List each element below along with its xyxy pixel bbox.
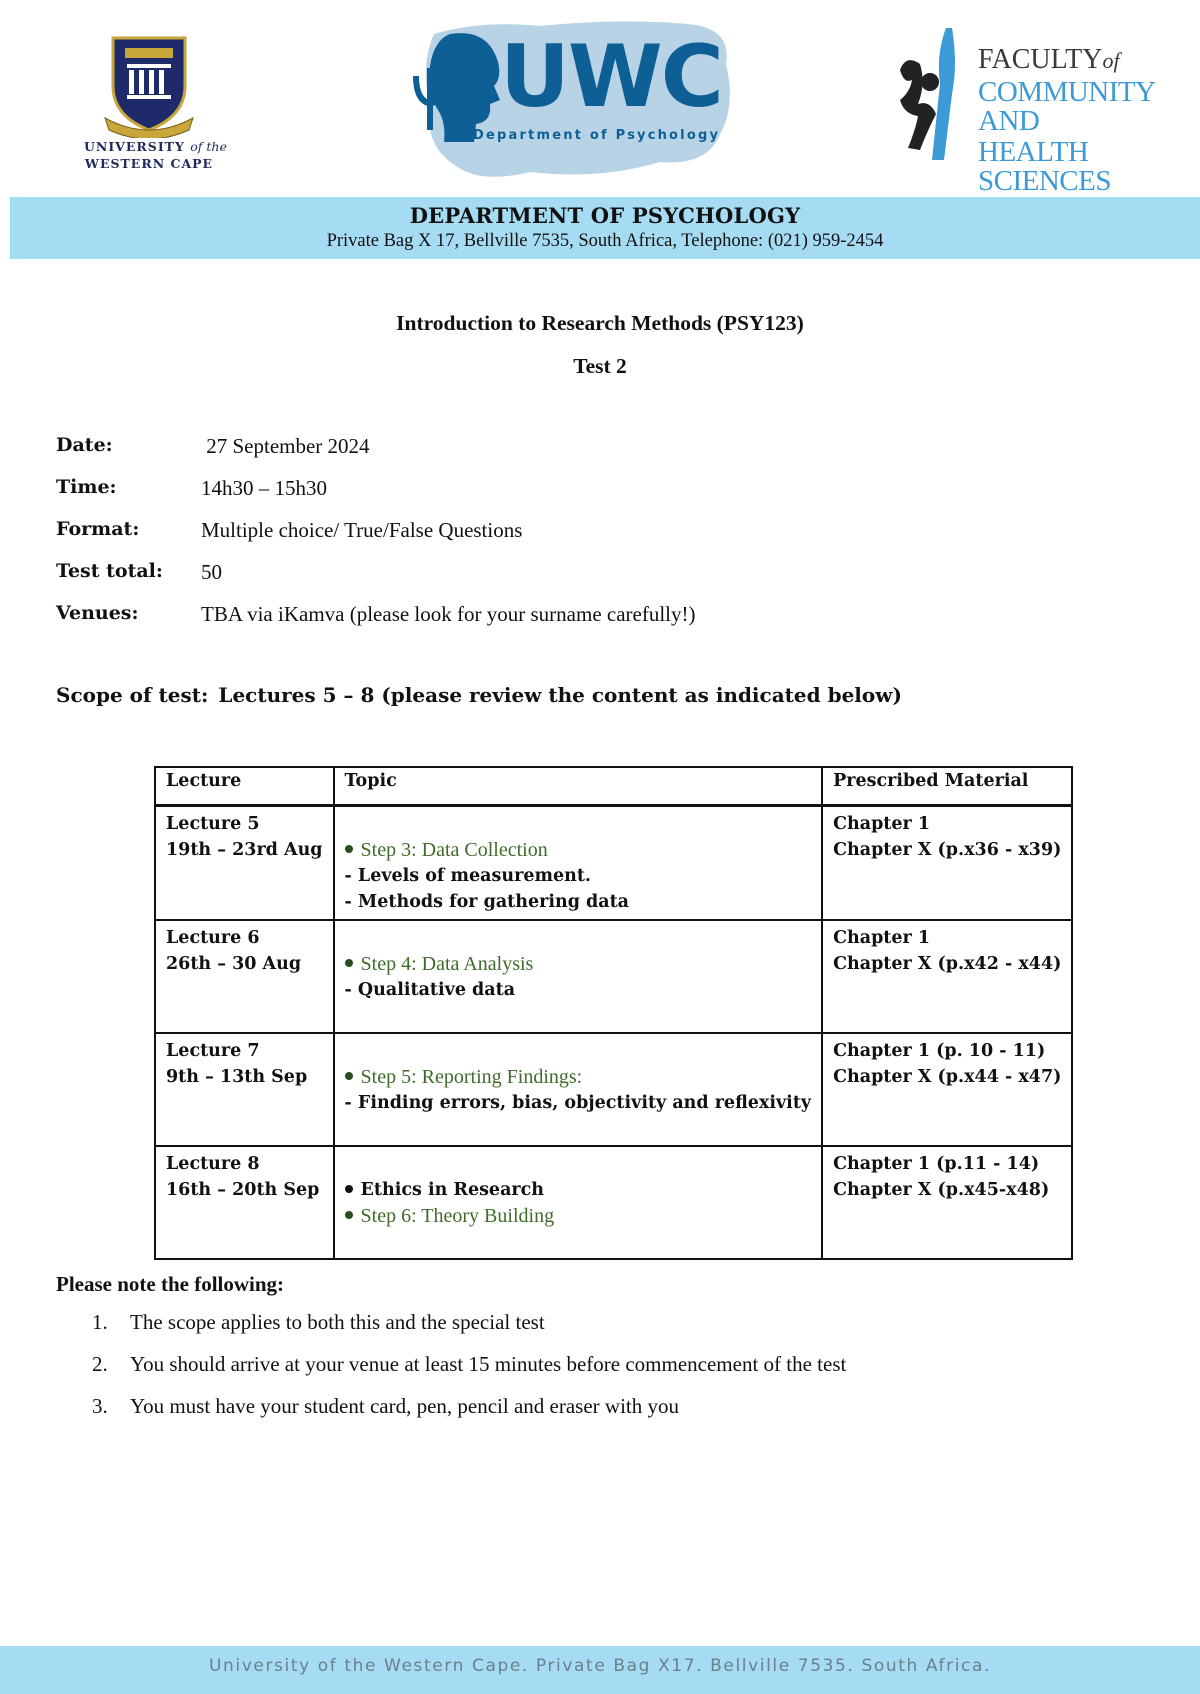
table-header-row: [155, 767, 1072, 806]
info-row-time: [56, 476, 1056, 518]
material-item: Chapter 1: [833, 814, 931, 834]
test-scope: [56, 683, 902, 707]
note-text: You must have your student card, pen, pencil and eraser with you: [130, 1394, 679, 1418]
list-item: [92, 1352, 1152, 1394]
department-title: DEPARTMENT OF PSYCHOLOGY: [409, 203, 801, 228]
psychology-department-logo: [400, 12, 750, 192]
scope-text: Lectures 5 – 8 (please review the content as indicated below): [218, 683, 902, 707]
faculty-line2: COMMUNITY AND: [978, 76, 1155, 137]
table-row: [155, 806, 1072, 921]
topic-sub: - Finding errors, bias, objectivity and reflexivity: [344, 1093, 812, 1113]
material-cell: [822, 920, 1072, 1033]
info-row-format: [56, 518, 1056, 560]
test-title: Test 2: [573, 354, 627, 378]
info-value: 27 September 2024: [201, 434, 370, 458]
column-header-lecture: Lecture: [155, 767, 334, 806]
info-row-date: [56, 434, 1056, 476]
material-cell: [822, 1146, 1072, 1259]
material-cell: [822, 806, 1072, 921]
uwc-crest-logo: [84, 34, 227, 174]
bullet-icon: [345, 1211, 353, 1219]
info-label: Test total:: [56, 560, 163, 582]
info-row-total: [56, 560, 1056, 602]
faculty-figure-icon: [896, 24, 974, 164]
topic-sub: - Levels of measurement.: [344, 866, 591, 886]
topic-cell: [334, 920, 823, 1033]
test-info: [56, 434, 1056, 644]
topic-step: Step 6: Theory Building: [345, 1203, 812, 1229]
info-value: 14h30 – 15h30: [201, 476, 327, 500]
material-item: Chapter X (p.x42 - x44): [833, 954, 1062, 974]
course-title: Introduction to Research Methods (PSY123): [396, 311, 804, 335]
footer-text: University of the Western Cape. Private Bag X17. Bellville 7535. South Africa.: [209, 1656, 991, 1676]
department-address: Private Bag X 17, Bellville 7535, South Africa, Telephone: (021) 959-2454: [326, 231, 884, 251]
topic-step: Step 3: Data Collection: [345, 837, 812, 863]
topic-cell: [334, 806, 823, 921]
notes-title: Please note the following:: [56, 1272, 285, 1296]
info-value: Multiple choice/ True/False Questions: [201, 518, 523, 542]
lecture-cell: [155, 806, 334, 921]
column-header-material: Prescribed Material: [822, 767, 1072, 806]
lecture-name: Lecture 5: [166, 814, 260, 834]
scope-label: Scope of test:: [56, 683, 209, 707]
lecture-schedule-table: [154, 766, 1073, 1260]
topic-ethics: Ethics in Research: [345, 1177, 812, 1203]
column-header-topic: Topic: [334, 767, 823, 806]
page-footer: [0, 1646, 1200, 1694]
topic-cell: [334, 1146, 823, 1259]
psychology-department-wordmark: Department of Psychology: [473, 128, 721, 143]
topic-step: Step 5: Reporting Findings:: [345, 1064, 812, 1090]
lecture-cell: [155, 1146, 334, 1259]
note-number: 2.: [92, 1352, 108, 1376]
topic-step: Step 4: Data Analysis: [345, 951, 812, 977]
lecture-cell: [155, 1033, 334, 1146]
uwc-name-line1: UNIVERSITY of the: [84, 139, 227, 154]
bullet-icon: [345, 1072, 353, 1080]
table-row: [155, 1146, 1072, 1259]
bullet-icon: [345, 1185, 353, 1193]
info-label: Venues:: [56, 602, 139, 624]
info-value: 50: [201, 560, 222, 584]
info-row-venues: [56, 602, 1056, 644]
department-header-band: [10, 197, 1200, 259]
lecture-dates: 9th – 13th Sep: [166, 1067, 308, 1087]
lecture-name: Lecture 8: [166, 1154, 260, 1174]
topic-cell: [334, 1033, 823, 1146]
table-row: [155, 920, 1072, 1033]
bullet-icon: [345, 959, 353, 967]
uwc-name-line2: WESTERN CAPE: [84, 156, 214, 171]
note-text: The scope applies to both this and the special test: [130, 1310, 545, 1334]
list-item: [92, 1394, 1152, 1436]
info-label: Time:: [56, 476, 117, 498]
material-item: Chapter 1: [833, 928, 931, 948]
info-label: Format:: [56, 518, 140, 540]
faculty-line1: FACULTYof: [978, 44, 1120, 75]
info-label: Date:: [56, 434, 113, 456]
note-number: 3.: [92, 1394, 108, 1418]
bullet-icon: [345, 845, 353, 853]
topic-sub: - Qualitative data: [344, 980, 516, 1000]
lecture-dates: 19th – 23rd Aug: [166, 840, 323, 860]
faculty-line3: HEALTH SCIENCES: [978, 136, 1111, 197]
material-item: Chapter X (p.x36 - x39): [833, 840, 1062, 860]
uwc-wordmark: UWC: [500, 27, 722, 127]
notes-list: [92, 1310, 1152, 1436]
lecture-cell: [155, 920, 334, 1033]
lecture-name: Lecture 7: [166, 1041, 260, 1061]
lecture-name: Lecture 6: [166, 928, 260, 948]
lecture-dates: 26th – 30 Aug: [166, 954, 302, 974]
topic-sub: - Methods for gathering data: [344, 892, 630, 912]
material-item: Chapter 1 (p. 10 - 11): [833, 1041, 1046, 1061]
table-row: [155, 1033, 1072, 1146]
faculty-logo: [896, 22, 1176, 197]
crest-shield-icon: [101, 34, 197, 138]
lecture-dates: 16th – 20th Sep: [166, 1180, 320, 1200]
info-value: TBA via iKamva (please look for your surname carefully!): [201, 602, 696, 626]
note-number: 1.: [92, 1310, 108, 1334]
material-item: Chapter 1 (p.11 - 14): [833, 1154, 1040, 1174]
material-item: Chapter X (p.x45-x48): [833, 1180, 1050, 1200]
note-text: You should arrive at your venue at least 15 minutes before commencement of the test: [130, 1352, 847, 1376]
material-item: Chapter X (p.x44 - x47): [833, 1067, 1062, 1087]
material-cell: [822, 1033, 1072, 1146]
list-item: [92, 1310, 1152, 1352]
